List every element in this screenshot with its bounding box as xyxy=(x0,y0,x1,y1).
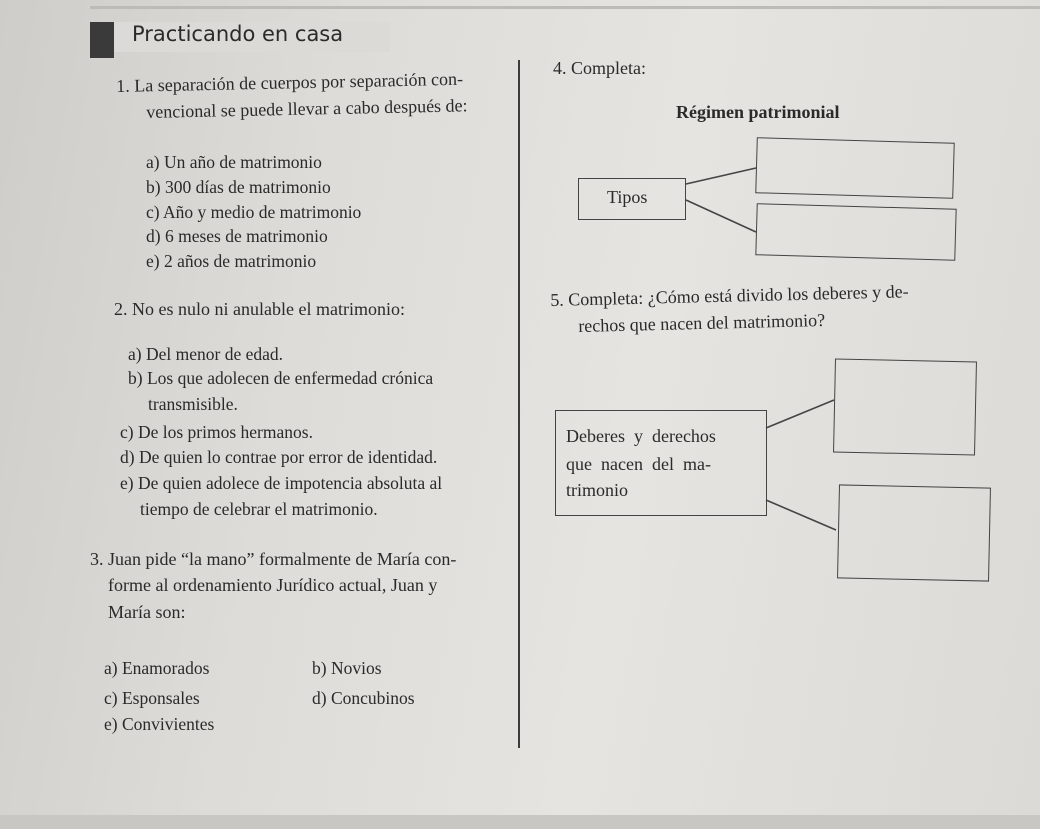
q4-answer-box-2[interactable] xyxy=(755,203,956,261)
q2-option-c: c) De los primos hermanos. xyxy=(120,422,313,442)
q3-text-line1: 3. Juan pide “la mano” formalmente de María con- xyxy=(90,549,457,569)
page-bottom-edge xyxy=(0,815,1040,829)
q2-question: 2. No es nulo ni anulable el matrimonio: xyxy=(114,299,405,319)
q5-answer-box-1[interactable] xyxy=(833,359,977,456)
q4-question: 4. Completa: xyxy=(553,58,646,78)
q1-option-a: a) Un año de matrimonio xyxy=(146,152,322,172)
q2-option-e-line2: tiempo de celebrar el matrimonio. xyxy=(140,499,378,519)
q1-option-e: e) 2 años de matrimonio xyxy=(146,251,317,271)
q3-option-e: e) Convivientes xyxy=(104,714,215,734)
q1-text-line2: vencional se puede llevar a cabo después de: xyxy=(146,95,468,122)
q2-option-b-line2: transmisible. xyxy=(148,394,238,414)
q3-option-c: c) Esponsales xyxy=(104,688,200,708)
q4-answer-box-1[interactable] xyxy=(755,137,954,199)
q5-text-line2: rechos que nacen del matrimonio? xyxy=(578,309,826,336)
q1-option-b: b) 300 días de matrimonio xyxy=(146,177,331,197)
page-title: Practicando en casa xyxy=(132,22,344,46)
q1-option-d: d) 6 meses de matrimonio xyxy=(146,226,328,246)
q4-connector-bottom xyxy=(686,200,756,232)
q5-center-line3: trimonio xyxy=(566,480,628,500)
q5-text-line1: 5. Completa: ¿Cómo está divido los deberes y de- xyxy=(550,281,909,310)
q3-text-line2: forme al ordenamiento Jurídico actual, Juan y xyxy=(108,575,438,595)
q2-option-d: d) De quien lo contrae por error de identidad. xyxy=(120,447,438,467)
q3-text-line3: María son: xyxy=(108,602,186,622)
q5-center-line2: que nacen del ma- xyxy=(566,454,711,474)
q5-answer-box-2[interactable] xyxy=(837,484,991,581)
q1-option-c: c) Año y medio de matrimonio xyxy=(146,202,362,222)
q3-option-d: d) Concubinos xyxy=(312,688,415,708)
q3-option-b: b) Novios xyxy=(312,658,382,678)
q5-connector-bottom xyxy=(766,500,836,530)
q4-diagram-title: Régimen patrimonial xyxy=(676,102,840,122)
q2-option-a: a) Del menor de edad. xyxy=(128,344,283,364)
q5-center-line1: Deberes y derechos xyxy=(566,426,716,446)
q4-tipos-label: Tipos xyxy=(607,187,648,207)
q4-tipos-box xyxy=(578,178,686,220)
q2-option-b-line1: b) Los que adolecen de enfermedad crónica xyxy=(128,368,434,388)
q5-center-box xyxy=(555,410,767,516)
q1-text-line1: 1. La separación de cuerpos por separación con- xyxy=(116,68,464,96)
q3-option-a: a) Enamorados xyxy=(104,658,210,678)
q2-option-e-line1: e) De quien adolece de impotencia absoluta al xyxy=(120,473,443,493)
q5-connector-top xyxy=(766,400,834,428)
q4-connector-top xyxy=(686,168,756,184)
